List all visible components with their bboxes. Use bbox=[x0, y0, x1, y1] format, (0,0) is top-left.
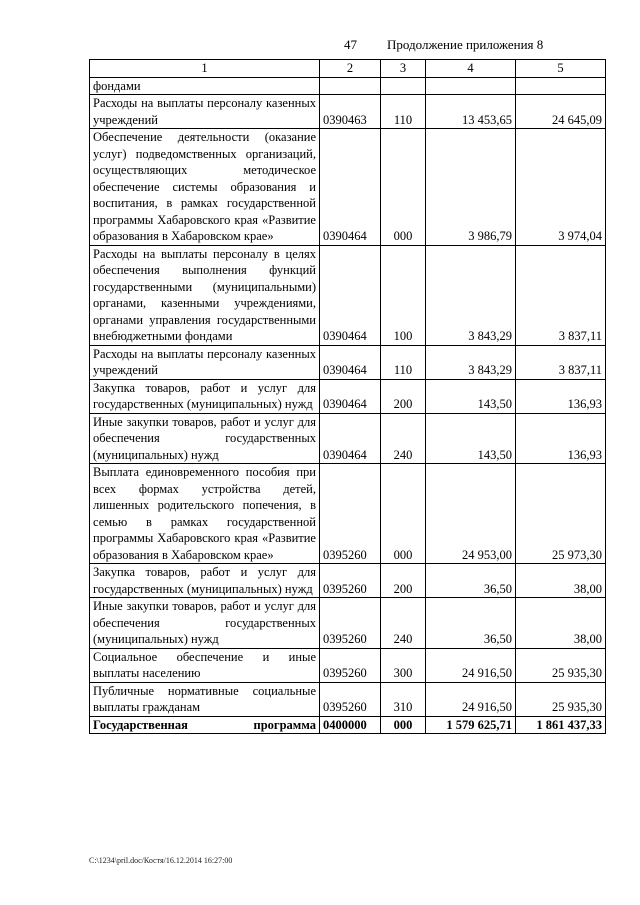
page-number: 47 bbox=[344, 37, 357, 52]
row-description: Иные закупки товаров, работ и услуг для обеспечения государственных (муниципальных) нужд bbox=[90, 598, 320, 649]
row-amount-1: 3 843,29 bbox=[426, 345, 516, 379]
table-header-row bbox=[90, 60, 606, 78]
row-amount-2: 3 837,11 bbox=[516, 345, 606, 379]
row-amount-1: 24 953,00 bbox=[426, 464, 516, 564]
row-amount-1: 1 579 625,71 bbox=[426, 716, 516, 734]
row-description: Закупка товаров, работ и услуг для государственных (муниципальных) нужд bbox=[90, 564, 320, 598]
row-amount-2: 3 837,11 bbox=[516, 245, 606, 345]
row-amount-1 bbox=[426, 77, 516, 95]
row-amount-1: 24 916,50 bbox=[426, 648, 516, 682]
row-target-code: 0395260 bbox=[320, 564, 381, 598]
file-path-footer: C:\1234\pril.doc/Костя/16.12.2014 16:27:00 bbox=[89, 856, 233, 865]
row-description: Выплата единовременного пособия при всех формах устройства детей, лишенных родительского попечения, в семью в рамках государственной программы Хабаровского края «Развитие образования в Хабаровском крае» bbox=[90, 464, 320, 564]
column-header-4: 4 bbox=[426, 60, 516, 78]
table-row bbox=[90, 648, 606, 682]
row-expense-type: 200 bbox=[381, 379, 426, 413]
row-amount-2: 25 935,30 bbox=[516, 648, 606, 682]
row-expense-type: 200 bbox=[381, 564, 426, 598]
row-target-code: 0390464 bbox=[320, 413, 381, 464]
table-row bbox=[90, 95, 606, 129]
row-expense-type: 300 bbox=[381, 648, 426, 682]
row-expense-type: 000 bbox=[381, 129, 426, 246]
row-amount-2: 1 861 437,33 bbox=[516, 716, 606, 734]
column-header-3: 3 bbox=[381, 60, 426, 78]
row-expense-type: 240 bbox=[381, 413, 426, 464]
table-row bbox=[90, 413, 606, 464]
table-row bbox=[90, 682, 606, 716]
row-expense-type: 110 bbox=[381, 95, 426, 129]
column-header-5: 5 bbox=[516, 60, 606, 78]
row-amount-1: 3 986,79 bbox=[426, 129, 516, 246]
table-row bbox=[90, 379, 606, 413]
table-row bbox=[90, 345, 606, 379]
row-expense-type: 310 bbox=[381, 682, 426, 716]
table-row bbox=[90, 564, 606, 598]
row-target-code: 0395260 bbox=[320, 648, 381, 682]
row-expense-type bbox=[381, 77, 426, 95]
row-description: Публичные нормативные социальные выплаты гражданам bbox=[90, 682, 320, 716]
row-amount-1: 3 843,29 bbox=[426, 245, 516, 345]
row-amount-2 bbox=[516, 77, 606, 95]
row-target-code: 0395260 bbox=[320, 598, 381, 649]
row-amount-2: 38,00 bbox=[516, 598, 606, 649]
row-expense-type: 100 bbox=[381, 245, 426, 345]
row-expense-type: 110 bbox=[381, 345, 426, 379]
row-expense-type: 000 bbox=[381, 716, 426, 734]
row-description: Обеспечение деятельности (оказание услуг) подведомственных организаций, осуществляющих методическое обеспечение системы образования и воспитания, в рамках государственной программы Хабаровского края «Развитие образования в Хабаровском крае» bbox=[90, 129, 320, 246]
row-target-code: 0395260 bbox=[320, 682, 381, 716]
row-amount-2: 136,93 bbox=[516, 379, 606, 413]
row-description: Иные закупки товаров, работ и услуг для обеспечения государственных (муниципальных) нужд bbox=[90, 413, 320, 464]
table-row bbox=[90, 77, 606, 95]
row-expense-type: 000 bbox=[381, 464, 426, 564]
row-description: фондами bbox=[90, 77, 320, 95]
table-row bbox=[90, 598, 606, 649]
row-target-code: 0390463 bbox=[320, 95, 381, 129]
budget-table bbox=[89, 59, 606, 734]
page-header bbox=[0, 37, 640, 57]
row-target-code: 0390464 bbox=[320, 379, 381, 413]
table-row bbox=[90, 245, 606, 345]
row-amount-2: 24 645,09 bbox=[516, 95, 606, 129]
row-amount-1: 13 453,65 bbox=[426, 95, 516, 129]
table-row bbox=[90, 129, 606, 246]
table-row-total bbox=[90, 716, 606, 734]
row-amount-2: 25 973,30 bbox=[516, 464, 606, 564]
row-target-code: 0400000 bbox=[320, 716, 381, 734]
table-row bbox=[90, 464, 606, 564]
row-amount-1: 36,50 bbox=[426, 598, 516, 649]
row-amount-1: 36,50 bbox=[426, 564, 516, 598]
row-target-code: 0390464 bbox=[320, 129, 381, 246]
row-amount-2: 38,00 bbox=[516, 564, 606, 598]
row-description: Социальное обеспечение и иные выплаты населению bbox=[90, 648, 320, 682]
row-amount-1: 143,50 bbox=[426, 379, 516, 413]
row-description: Государственная программа bbox=[90, 716, 320, 734]
row-amount-1: 143,50 bbox=[426, 413, 516, 464]
column-header-1: 1 bbox=[90, 60, 320, 78]
row-target-code bbox=[320, 77, 381, 95]
column-header-2: 2 bbox=[320, 60, 381, 78]
row-amount-2: 3 974,04 bbox=[516, 129, 606, 246]
row-description: Расходы на выплаты персоналу казенных учреждений bbox=[90, 345, 320, 379]
row-target-code: 0390464 bbox=[320, 345, 381, 379]
row-expense-type: 240 bbox=[381, 598, 426, 649]
row-amount-1: 24 916,50 bbox=[426, 682, 516, 716]
row-target-code: 0395260 bbox=[320, 464, 381, 564]
row-target-code: 0390464 bbox=[320, 245, 381, 345]
row-description: Расходы на выплаты персоналу казенных учреждений bbox=[90, 95, 320, 129]
row-amount-2: 136,93 bbox=[516, 413, 606, 464]
row-amount-2: 25 935,30 bbox=[516, 682, 606, 716]
continuation-label: Продолжение приложения 8 bbox=[387, 37, 544, 52]
row-description: Закупка товаров, работ и услуг для государственных (муниципальных) нужд bbox=[90, 379, 320, 413]
row-description: Расходы на выплаты персоналу в целях обеспечения выполнения функций государственными (муниципальными) органами, казенными учреждениями, органами управления государственными внебюджетными фондами bbox=[90, 245, 320, 345]
